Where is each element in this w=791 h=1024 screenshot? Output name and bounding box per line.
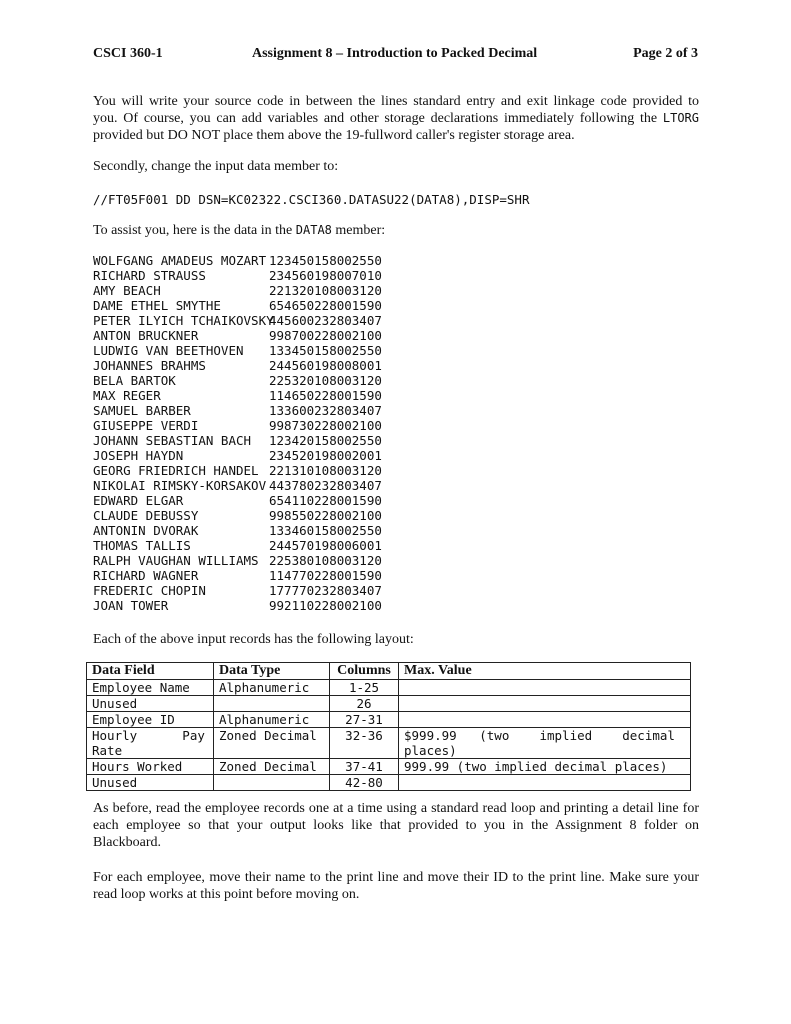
table-row — [87, 696, 691, 712]
record-name: FREDERIC CHOPIN — [93, 583, 206, 598]
list-item — [93, 358, 423, 373]
cell-field-line-1: Hourly Pay — [92, 728, 205, 743]
record-data: 992110228002100 — [269, 598, 382, 613]
before-line-2: each employee so that your output looks like that provided to you in the Assignment 8 folder on — [93, 818, 699, 833]
record-data: 221320108003120 — [269, 283, 382, 298]
record-name: ANTONIN DVORAK — [93, 523, 199, 538]
page-number: Page 2 of 3 — [633, 46, 698, 61]
record-data: 225380108003120 — [269, 553, 382, 568]
cell-field: Employee Name — [87, 680, 214, 696]
record-name: JOHANNES BRAHMS — [93, 358, 206, 373]
assignment-title: Assignment 8 – Introduction to Packed Decimal — [252, 46, 538, 61]
record-data: 114770228001590 — [269, 568, 382, 583]
intro-paragraph — [93, 93, 699, 144]
record-data: 654110228001590 — [269, 493, 382, 508]
list-item — [93, 553, 423, 568]
cell-max — [399, 775, 691, 791]
table-row — [87, 680, 691, 696]
record-data: 133600232803407 — [269, 403, 382, 418]
record-data: 234520198002001 — [269, 448, 382, 463]
cell-max-line-1: $999.99 (two implied decimal — [404, 728, 675, 743]
cell-field: Unused — [87, 775, 214, 791]
read-loop-paragraph — [93, 800, 699, 851]
cell-max — [399, 680, 691, 696]
record-name: JOHANN SEBASTIAN BACH — [93, 433, 252, 448]
record-name: WOLFGANG AMADEUS MOZART — [93, 253, 267, 268]
cell-columns: 26 — [330, 696, 399, 712]
layout-intro-text: Each of the above input records has the following layout: — [93, 632, 414, 647]
record-name: RICHARD WAGNER — [93, 568, 199, 583]
assist-post: member: — [331, 223, 386, 238]
list-item — [93, 568, 423, 583]
record-name: GIUSEPPE VERDI — [93, 418, 199, 433]
assist-text — [93, 222, 699, 239]
cell-max — [399, 728, 691, 759]
table-header-row — [87, 663, 691, 680]
record-data: 114650228001590 — [269, 388, 382, 403]
secondly-text: Secondly, change the input data member to: — [93, 159, 339, 174]
record-name: DAME ETHEL SMYTHE — [93, 298, 221, 313]
move-fields-paragraph — [93, 869, 699, 903]
record-data: 998550228002100 — [269, 508, 382, 523]
record-name: NIKOLAI RIMSKY-KORSAKOV — [93, 478, 267, 493]
list-item — [93, 493, 423, 508]
record-name: ANTON BRUCKNER — [93, 328, 199, 343]
intro-line-3: provided but DO NOT place them above the 19-fullword caller's register storage area. — [93, 128, 575, 143]
record-data: 123420158002550 — [269, 433, 382, 448]
member-name: DATA8 — [295, 223, 332, 237]
list-item — [93, 268, 423, 283]
list-item — [93, 523, 423, 538]
cell-max — [399, 712, 691, 728]
cell-field: Unused — [87, 696, 214, 712]
cell-type — [214, 696, 330, 712]
record-name: PETER ILYICH TCHAIKOVSKY — [93, 313, 274, 328]
cell-field: Hours Worked — [87, 759, 214, 775]
for-each-line-1: For each employee, move their name to the print line and move their ID to the print line. Make sure your — [93, 870, 699, 885]
intro-line-2 — [93, 110, 699, 127]
cell-field: Employee ID — [87, 712, 214, 728]
record-data: 244570198006001 — [269, 538, 382, 553]
record-name: RICHARD STRAUSS — [93, 268, 206, 283]
record-data: 244560198008001 — [269, 358, 382, 373]
list-item — [93, 433, 423, 448]
record-name: BELA BARTOK — [93, 373, 176, 388]
record-name: GEORG FRIEDRICH HANDEL — [93, 463, 259, 478]
cell-columns: 37-41 — [330, 759, 399, 775]
list-item — [93, 298, 423, 313]
cell-max — [399, 696, 691, 712]
table-row — [87, 775, 691, 791]
record-data: 998730228002100 — [269, 418, 382, 433]
record-name: AMY BEACH — [93, 283, 161, 298]
record-name: JOSEPH HAYDN — [93, 448, 184, 463]
list-item — [93, 313, 423, 328]
cell-columns: 32-36 — [330, 728, 399, 759]
list-item — [93, 283, 423, 298]
list-item — [93, 388, 423, 403]
course-code: CSCI 360-1 — [93, 46, 163, 61]
record-data: 654650228001590 — [269, 298, 382, 313]
cell-columns: 42-80 — [330, 775, 399, 791]
list-item — [93, 538, 423, 553]
list-item — [93, 373, 423, 388]
header-data-type: Data Type — [214, 663, 330, 680]
list-item — [93, 463, 423, 478]
list-item — [93, 328, 423, 343]
record-name: CLAUDE DEBUSSY — [93, 508, 199, 523]
record-data: 998700228002100 — [269, 328, 382, 343]
record-name: SAMUEL BARBER — [93, 403, 191, 418]
record-data: 225320108003120 — [269, 373, 382, 388]
cell-field — [87, 728, 214, 759]
record-layout-table — [86, 662, 691, 791]
record-name: JOAN TOWER — [93, 598, 169, 613]
cell-columns: 27-31 — [330, 712, 399, 728]
record-name: LUDWIG VAN BEETHOVEN — [93, 343, 244, 358]
record-data: 221310108003120 — [269, 463, 382, 478]
for-each-line-2: read loop works at this point before moving on. — [93, 887, 360, 902]
list-item — [93, 403, 423, 418]
table-row — [87, 728, 691, 759]
list-item — [93, 598, 423, 613]
table-row — [87, 759, 691, 775]
cell-type: Zoned Decimal — [214, 728, 330, 759]
cell-type — [214, 775, 330, 791]
list-item — [93, 478, 423, 493]
record-data: 445600232803407 — [269, 313, 382, 328]
record-name: THOMAS TALLIS — [93, 538, 191, 553]
intro-line-1: You will write your source code in between the lines standard entry and exit linkage code provided to — [93, 94, 699, 109]
cell-type: Alphanumeric — [214, 680, 330, 696]
record-data: 177770232803407 — [269, 583, 382, 598]
cell-max-line-2: places) — [404, 743, 457, 758]
intro-line-2-text: you. Of course, you can add variables and other storage declarations immediately following the — [93, 111, 663, 126]
cell-field-line-2: Rate — [92, 743, 123, 758]
record-data: 234560198007010 — [269, 268, 382, 283]
before-line-1: As before, read the employee records one at a time using a standard read loop and printing a detail line for — [93, 801, 699, 816]
ltorg-keyword: LTORG — [662, 111, 699, 125]
list-item — [93, 583, 423, 598]
record-data: 443780232803407 — [269, 478, 382, 493]
record-data: 133460158002550 — [269, 523, 382, 538]
header-columns: Columns — [330, 663, 399, 680]
cell-columns: 1-25 — [330, 680, 399, 696]
record-name: RALPH VAUGHAN WILLIAMS — [93, 553, 259, 568]
cell-type: Alphanumeric — [214, 712, 330, 728]
dsn-statement: //FT05F001 DD DSN=KC02322.CSCI360.DATASU22(DATA8),DISP=SHR — [93, 192, 530, 207]
cell-type: Zoned Decimal — [214, 759, 330, 775]
cell-max: 999.99 (two implied decimal places) — [399, 759, 691, 775]
list-item — [93, 508, 423, 523]
table-row — [87, 712, 691, 728]
list-item — [93, 418, 423, 433]
list-item — [93, 343, 423, 358]
list-item — [93, 448, 423, 463]
header-max-value: Max. Value — [399, 663, 691, 680]
record-data: 133450158002550 — [269, 343, 382, 358]
before-line-3: Blackboard. — [93, 835, 162, 850]
assist-pre: To assist you, here is the data in the — [93, 223, 296, 238]
record-data: 123450158002550 — [269, 253, 382, 268]
record-name: MAX REGER — [93, 388, 161, 403]
record-name: EDWARD ELGAR — [93, 493, 184, 508]
data-records-list — [93, 253, 423, 613]
list-item — [93, 253, 423, 268]
header-data-field: Data Field — [87, 663, 214, 680]
